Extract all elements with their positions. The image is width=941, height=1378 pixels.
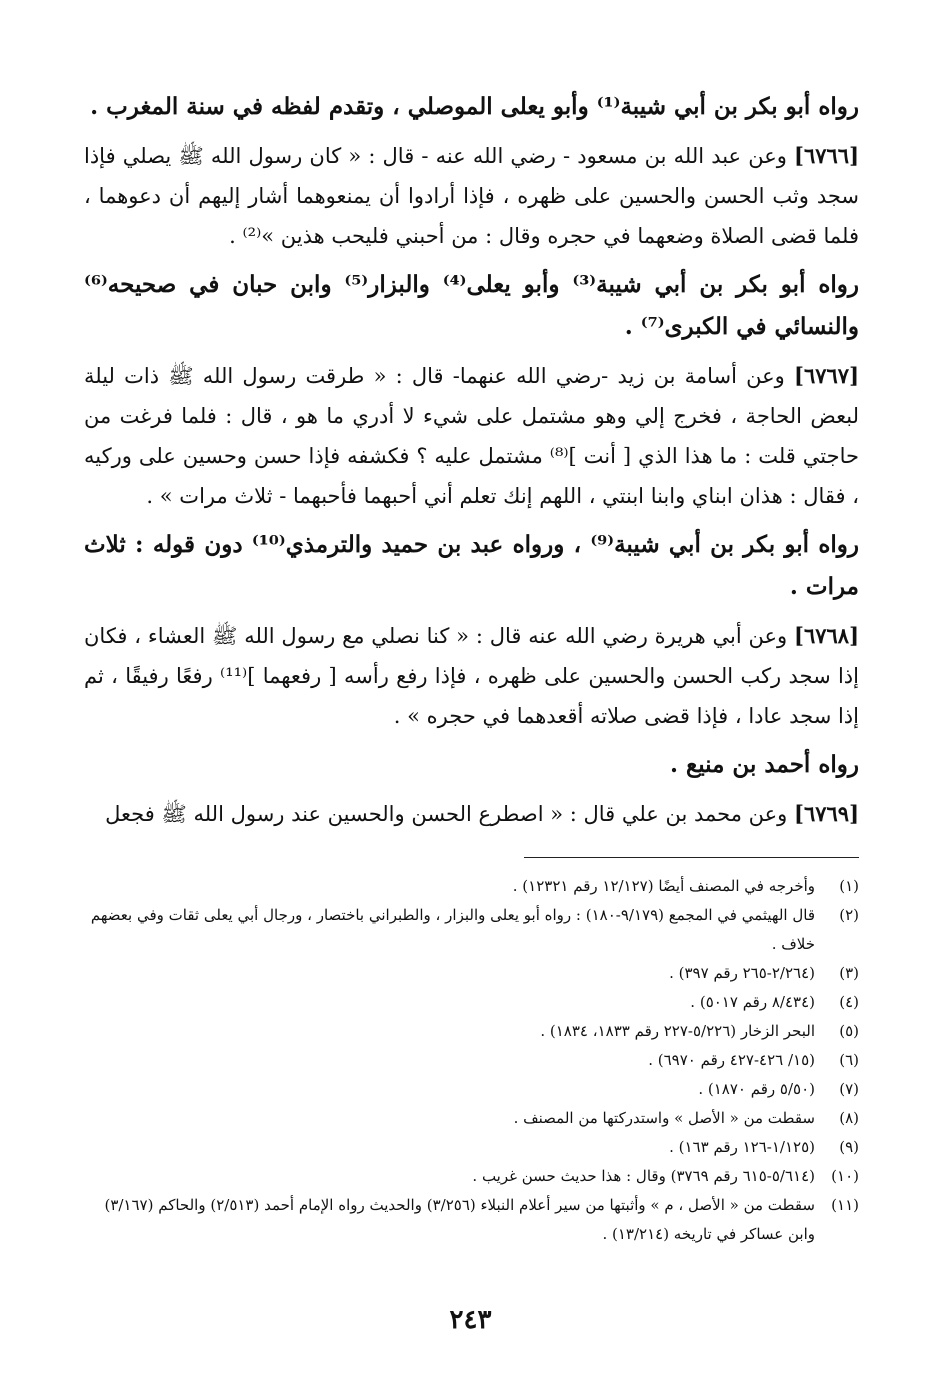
footnote <box>84 1017 859 1046</box>
footnote-number: (٦) <box>839 1051 859 1069</box>
hadith-paragraph <box>84 136 859 256</box>
footnote-number: (٧) <box>839 1080 859 1098</box>
paragraph-text: رواه أبو بكر بن أبي شيبة⁽³⁾ وأبو يعلى⁽⁴⁾ والبزار⁽⁵⁾ وابن حبان في صحيحه⁽⁶⁾ والنسائي في الكبرى⁽⁷⁾ . <box>84 271 859 340</box>
footnote-text: (٥/٦١٤-٦١٥ رقم ٣٧٦٩) وقال : هذا حديث حسن غريب . <box>472 1167 815 1185</box>
footnote <box>84 1104 859 1133</box>
hadith-number: [٦٧٦٩] <box>794 801 859 826</box>
main-text <box>84 86 859 842</box>
paragraph-text: رواه أبو بكر بن أبي شيبة⁽¹⁾ وأبو يعلى الموصلي ، وتقدم لفظه في سنة المغرب . <box>90 93 859 120</box>
footnote-number: (٥) <box>839 1022 859 1040</box>
source-line <box>84 86 859 128</box>
footnote-number: (٢) <box>839 906 859 924</box>
footnote-number: (٣) <box>839 964 859 982</box>
footnote-number: (٩) <box>839 1138 859 1156</box>
paragraph-text: وعن محمد بن علي قال : « اصطرع الحسن والحسين عند رسول الله ﷺ فجعل <box>105 802 794 826</box>
footnote-number: (٨) <box>839 1109 859 1127</box>
page-number: ٢٤٣ <box>449 1305 492 1335</box>
paragraph-text: رواه أبو بكر بن أبي شيبة⁽⁹⁾ ، ورواه عبد بن حميد والترمذي⁽¹⁰⁾ دون قوله : ثلاث مرات . <box>84 531 859 600</box>
hadith-paragraph <box>84 616 859 736</box>
source-line <box>84 524 859 608</box>
footnote-text: (١/١٢٥-١٢٦ رقم ١٦٣) . <box>669 1138 815 1156</box>
footnote-number: (١) <box>839 877 859 895</box>
footnote <box>84 901 859 959</box>
footnote-text: قال الهيثمي في المجمع (٩/١٧٩-١٨٠) : رواه أبو يعلى والبزار ، والطبراني باختصار ، ورجال أبي يعلى ثقات وفي بعضهم خلاف . <box>90 906 815 953</box>
source-line <box>84 744 859 786</box>
footnote <box>84 1191 859 1249</box>
hadith-number: [٦٧٦٧] <box>794 363 859 388</box>
footnote-text: سقطت من « الأصل ، م » وأثبتها من سير أعلام النبلاء (٣/٢٥٦) والحديث رواه الإمام أحمد (٢/٥١٣) والحاكم (٣/١٦٧) وابن عساكر في تاريخه (١٣/٢١٤) . <box>104 1196 815 1243</box>
paragraph-text: وعن أبي هريرة رضي الله عنه قال : « كنا نصلي مع رسول الله ﷺ العشاء ، فكان إذا سجد ركب الحسن والحسين على ظهره ، فإذا رفع رأسه [ رفعهما ]⁽¹¹⁾ رفعًا رفيقًا ، ثم إذا سجد عادا ، فإذا قضى صلاته أقعدهما في حجره » . <box>84 624 859 728</box>
footnote <box>84 1162 859 1191</box>
footnote <box>84 1075 859 1104</box>
paragraph-text: رواه أحمد بن منيع . <box>669 751 859 778</box>
footnote-text: (٨/٤٣٤ رقم ٥٠١٧) . <box>690 993 815 1011</box>
footnote-text: البحر الزخار (٥/٢٢٦-٢٢٧ رقم ١٨٣٣، ١٨٣٤) . <box>540 1022 815 1040</box>
footnote-text: سقطت من « الأصل » واستدركتها من المصنف . <box>513 1109 815 1127</box>
hadith-paragraph <box>84 794 859 834</box>
footnote-number: (١٠) <box>831 1167 859 1185</box>
footnote-number: (١١) <box>831 1196 859 1214</box>
source-line <box>84 264 859 348</box>
footnote-text: (٢/٢٦٤-٢٦٥ رقم ٣٩٧) . <box>669 964 815 982</box>
paragraph-text: وعن عبد الله بن مسعود - رضي الله عنه - قال : « كان رسول الله ﷺ يصلي فإذا سجد وثب الحسن والحسين على ظهره ، فإذا أرادوا أن يمنعوهما أشار إليهم أن دعوهما ، فلما قضى الصلاة وضعهما في حجره وقال : من أحبني فليحب هذين »⁽²⁾ . <box>84 144 859 248</box>
hadith-paragraph <box>84 356 859 516</box>
hadith-number: [٦٧٦٨] <box>794 623 859 648</box>
footnote <box>84 872 859 901</box>
footnote <box>84 1046 859 1075</box>
footnote <box>84 1133 859 1162</box>
footnote <box>84 959 859 988</box>
footnote-text: (٥/٥٠ رقم ١٨٧٠) . <box>698 1080 815 1098</box>
footnote-number: (٤) <box>839 993 859 1011</box>
paragraph-text: وعن أسامة بن زيد -رضي الله عنهما- قال : « طرقت رسول الله ﷺ ذات ليلة لبعض الحاجة ، فخرج إلي وهو مشتمل على شيء لا أدري ما هو ، قال : فلما فرغت من حاجتي قلت : ما هذا الذي [ أنت ]⁽⁸⁾ مشتمل عليه ؟ فكشفه فإذا حسن وحسين على وركيه ، فقال : هذان ابناي وابنا ابنتي ، اللهم إنك تعلم أني أحبهما فأحبهما - ثلاث مرات » . <box>84 364 860 508</box>
footnotes <box>84 872 859 1249</box>
footnote-text: (١٥/ ٤٢٦-٤٢٧ رقم ٦٩٧٠) . <box>648 1051 815 1069</box>
footnote-text: وأخرجه في المصنف أيضًا (١٢/١٢٧ رقم ١٢٣٢١) . <box>512 877 815 895</box>
hadith-number: [٦٧٦٦] <box>794 143 859 168</box>
footnote <box>84 988 859 1017</box>
footnote-divider <box>524 857 859 858</box>
